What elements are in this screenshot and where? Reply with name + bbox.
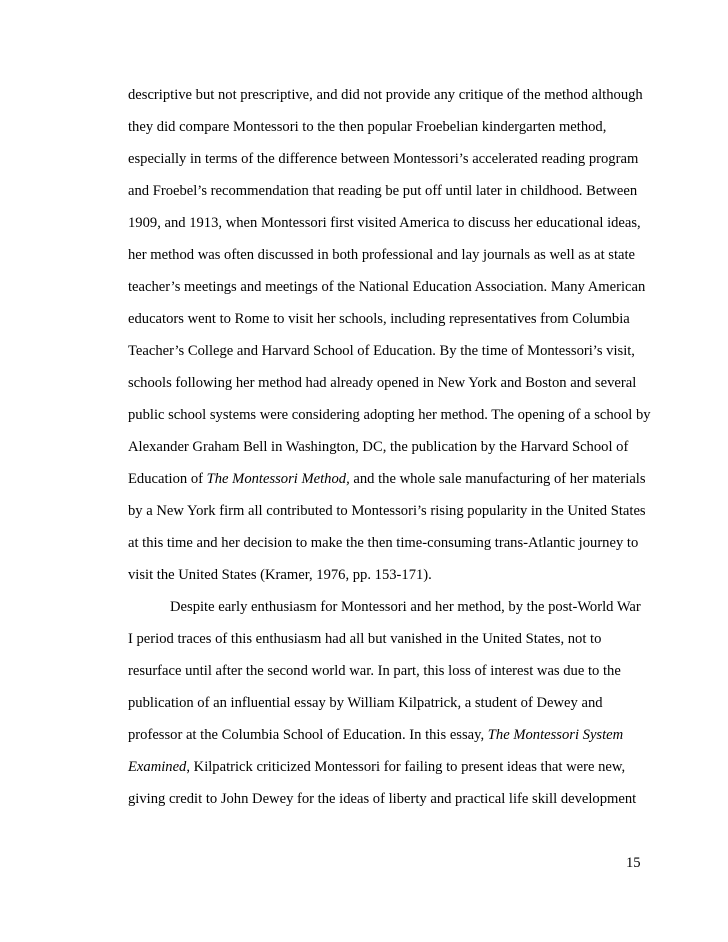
text-run: , Kilpatrick criticized Montessori for failing to present ideas that were new, [186,759,626,775]
text-line: especially in terms of the difference between Montessori’s accelerated reading program [128,151,639,167]
text-line: schools following her method had already opened in New York and Boston and several [128,375,637,391]
text-line: 1909, and 1913, when Montessori first visited America to discuss her educational ideas, [128,215,641,231]
text-line: at this time and her decision to make the then time-consuming trans-Atlantic journey to [128,535,639,551]
text-line: visit the United States (Kramer, 1976, pp. 153-171). [128,567,432,583]
paragraph-first-line: Despite early enthusiasm for Montessori and her method, by the post-World War [170,599,641,615]
text-line: publication of an influential essay by William Kilpatrick, a student of Dewey and [128,695,603,711]
text-line: teacher’s meetings and meetings of the National Education Association. Many American [128,279,646,295]
text-line: giving credit to John Dewey for the ideas of liberty and practical life skill development [128,791,637,807]
book-title: The Montessori Method, [206,471,350,487]
text-line [128,726,623,744]
text-line: descriptive but not prescriptive, and did not provide any critique of the method although [128,87,643,103]
text-line: Teacher’s College and Harvard School of Education. By the time of Montessori’s visit, [128,343,635,359]
text-line: they did compare Montessori to the then popular Froebelian kindergarten method, [128,119,607,135]
text-line: Alexander Graham Bell in Washington, DC, the publication by the Harvard School of [128,439,629,455]
text-line: resurface until after the second world war. In part, this loss of interest was due to the [128,663,621,679]
text-run: professor at the Columbia School of Education. In this essay, [128,727,488,743]
page-number: 15 [626,855,641,871]
text-line: I period traces of this enthusiasm had all but vanished in the United States, not to [128,631,602,647]
text-run: Education of [128,471,207,487]
text-run: and the whole sale manufacturing of her materials [349,471,646,487]
text-line: her method was often discussed in both professional and lay journals as well as at state [128,247,636,263]
text-line [128,470,646,488]
text-line: educators went to Rome to visit her schools, including representatives from Columbia [128,311,630,327]
text-line: and Froebel’s recommendation that reading be put off until later in childhood. Between [128,183,638,199]
essay-title: The Montessori System [487,727,624,743]
essay-title: Examined [128,759,187,775]
text-line [128,758,625,776]
text-line: public school systems were considering adopting her method. The opening of a school by [128,407,651,423]
text-line: by a New York firm all contributed to Montessori’s rising popularity in the United States [128,503,646,519]
